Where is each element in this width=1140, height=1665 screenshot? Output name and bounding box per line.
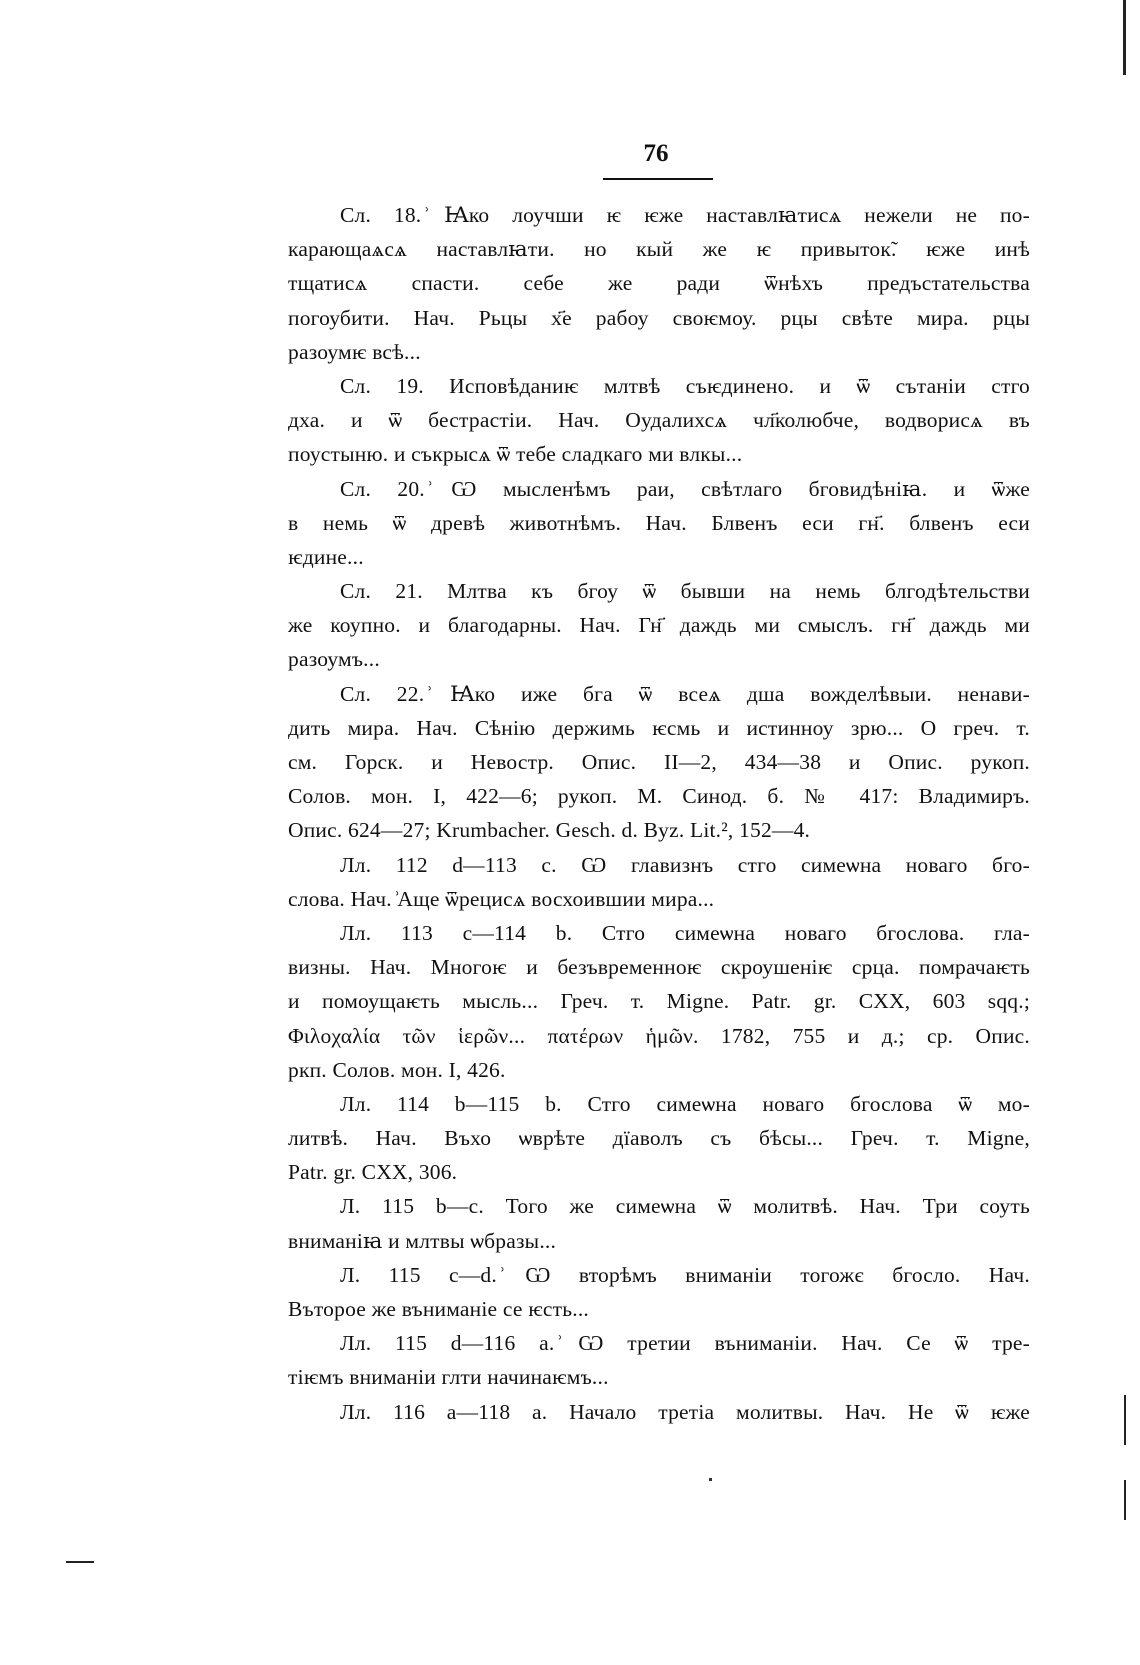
text-line: в немь ѿ древѣ животнѣмъ. Нач. Блвенъ еси гн҃. блвенъ еси <box>288 510 1030 535</box>
text-line: слова. Нач. ͗Аще ѿрецисѧ восхоившии мира... <box>288 886 715 911</box>
text-line: вниманіꙗ и млтвы ѡбразы... <box>288 1228 557 1253</box>
text-line: разоумѥ всѣ... <box>288 339 421 364</box>
text-line: тіѥмъ вниманіи глти начинаѥмъ... <box>288 1365 609 1390</box>
page-edge-mark <box>1124 1480 1126 1520</box>
text-line: Л. 115 c—d. ͗Ѡ вторѣмъ вниманіи тогожє бгосло. Нач. <box>340 1262 1030 1287</box>
text-line: и помоущаѥть мысль... Греч. т. Migne. Patr. gr. CXX, 603 sqq.; <box>288 989 1030 1014</box>
page-edge-mark <box>1123 0 1126 75</box>
text-line: разоумъ... <box>288 647 380 672</box>
text-line: Сл. 22. ͗Ꙗко иже бга ѿ всеѧ дша вожделѣвыи. ненави- <box>340 681 1030 706</box>
text-line: Φιλοχαλία τῶν ἱερῶν... πατέρων ἡμῶν. 1782, 755 и д.; ср. Опис. <box>288 1023 1030 1048</box>
text-line: литвѣ. Нач. Въхо ѡврѣте дїаволъ съ бѣсы... Греч. т. Migne, <box>288 1126 1030 1151</box>
body-text <box>288 198 1030 1429</box>
text-line: Опис. 624—27; Krumbacher. Gesch. d. Byz. Lit.², 152—4. <box>288 818 811 843</box>
print-speck <box>709 1478 712 1481</box>
text-line: тщатисѧ спасти. себе же ради ѿнѣхъ предъстательства <box>288 271 1030 296</box>
text-line: ркп. Солов. мон. I, 426. <box>288 1057 506 1082</box>
text-line: поустыню. и съкрысѧ ѿ тебе сладкаго ми влкы... <box>288 442 743 467</box>
text-line: Лл. 114 b—115 b. Стго симеѡна новаго бгослова ѿ мо- <box>340 1091 1030 1116</box>
text-line: Лл. 113 c—114 b. Стго симеѡна новаго бгослова. гла- <box>340 920 1030 945</box>
page-edge-mark <box>1124 1395 1126 1445</box>
text-line: визны. Нач. Многоѥ и безъвременноѥ скроушеніѥ срца. помрачаѥть <box>288 955 1030 980</box>
text-line: Сл. 18. ͗Ꙗко лоучши ѥ ѥже наставлꙗтисѧ нежели не по- <box>340 203 1030 227</box>
page-number-rule <box>603 178 713 180</box>
text-line: Въторое же въниманіе се ѥсть... <box>288 1297 589 1321</box>
text-line: дха. и ѿ бестрастіи. Нач. Оудалихсѧ чл҃колюбче, водворисѧ въ <box>288 408 1030 433</box>
text-line: дить мира. Нач. Сѣнію держимь ѥсмь и истинноу зрю... О греч. т. <box>288 715 1030 740</box>
text-line: Л. 115 b—c. Того же симеѡна ѿ молитвѣ. Нач. Три соуть <box>340 1194 1030 1219</box>
page-number: 76 <box>643 140 669 167</box>
text-line: см. Горск. и Невостр. Опис. II—2, 434—38 и Опис. рукоп. <box>288 750 1030 774</box>
text-line: Сл. 20. ͗Ѡ мысленѣмъ раи, свѣтлаго бговидѣніꙗ. и ѿже <box>340 476 1030 501</box>
text-line: Лл. 116 a—118 a. Начало третіа молитвы. Нач. Не ѿ ѥже <box>340 1399 1030 1424</box>
text-line: Сл. 21. Млтва къ бгоу ѿ бывши на немь блгодѣтельстви <box>340 579 1030 604</box>
text-line: Сл. 19. Исповѣданиѥ млтвѣ съѥдинено. и ѿ сътаніи стго <box>340 373 1030 398</box>
text-line: Patr. gr. CXX, 306. <box>288 1160 458 1185</box>
text-line: Солов. мон. I, 422—6; рукоп. М. Синод. б. № 417: Владимиръ. <box>288 784 1030 809</box>
text-line: Лл. 112 d—113 c. Ѡ главизнъ стго симеѡна новаго бго- <box>340 852 1030 877</box>
text-line: ѥдине... <box>288 544 364 569</box>
text-line: погоубити. Нач. Рьцы х҃е рабоу своѥмоу. рцы свѣте мира. рцы <box>288 305 1030 330</box>
text-line: карающаѧсѧ наставлꙗти. но кый же ѥ привыток̃. ѥже инѣ <box>288 237 1030 262</box>
text-line: Лл. 115 d—116 a. ͗Ѡ третии въниманіи. Нач. Се ѿ тре- <box>340 1331 1030 1356</box>
text-line: же коупно. и благодарны. Нач. Гн҃ даждь ми смыслъ. гн҃ даждь ми <box>288 613 1030 638</box>
margin-dash <box>66 1561 94 1563</box>
